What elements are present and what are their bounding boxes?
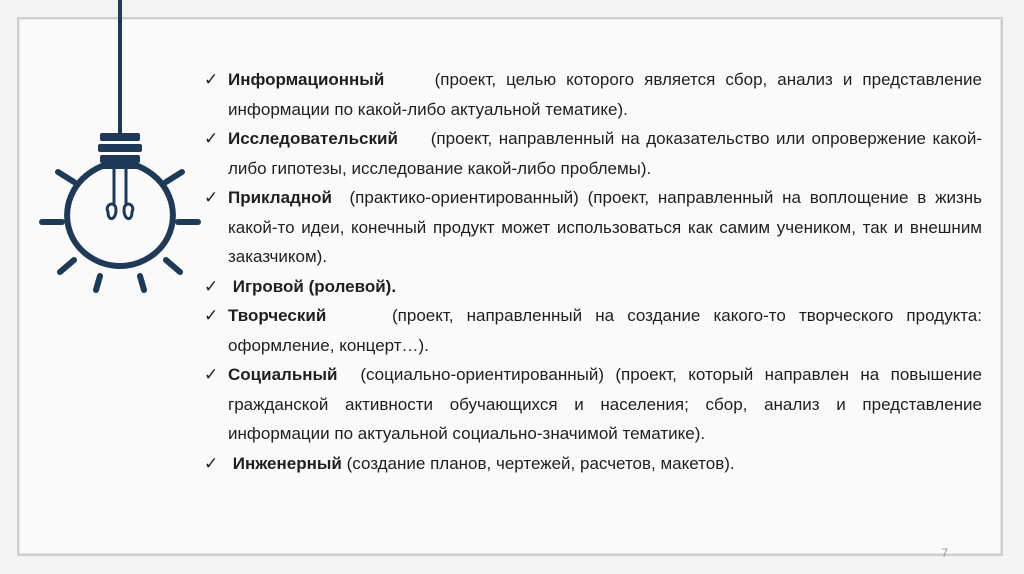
list-item <box>204 301 982 360</box>
light-bulb-icon <box>30 0 210 300</box>
item-text: (создание планов, чертежей, расчетов, макетов). <box>346 453 735 473</box>
item-text: (проект, направленный на создание какого-то творческого продукта: оформление, концерт…). <box>228 306 982 355</box>
item-title: Игровой (ролевой). <box>232 276 397 296</box>
item-text: (проект, направленный на доказательство или опровержение какой-либо гипотезы, исследование какой-либо проблемы). <box>228 129 982 178</box>
item-text: (социально-ориентированный) (проект, который направлен на повышение гражданской активности обучающихся и населения; сбор, анализ и представление информации по актуальной социально-значимой тематике). <box>228 365 982 443</box>
item-title: Инженерный <box>232 453 342 473</box>
project-types-list <box>204 65 982 478</box>
item-title: Прикладной <box>228 188 332 207</box>
item-text: (практико-ориентированный) (проект, направленный на воплощение в жизнь какой-то идеи, конечный продукт может использоваться как самим учеником, так и внешним заказчиком). <box>228 188 982 266</box>
list-item <box>204 360 982 449</box>
check-icon: ✓ <box>204 365 219 384</box>
list-item <box>204 272 982 302</box>
check-icon: ✓ <box>204 306 219 325</box>
check-icon: ✓ <box>204 276 219 296</box>
check-icon: ✓ <box>204 188 219 207</box>
check-icon: ✓ <box>204 453 219 473</box>
item-title: Творческий <box>228 306 327 325</box>
list-item <box>204 124 982 183</box>
item-title: Социальный <box>228 365 338 384</box>
item-title: Исследовательский <box>228 129 398 148</box>
check-icon: ✓ <box>204 129 219 148</box>
item-text: (проект, целью которого является сбор, анализ и представление информации по какой-либо актуальной тематике). <box>228 70 982 119</box>
page-number: 7 <box>941 546 948 560</box>
list-item <box>204 65 982 124</box>
item-title: Информационный <box>228 70 385 89</box>
list-item <box>204 183 982 272</box>
list-item <box>204 449 982 479</box>
check-icon: ✓ <box>204 70 219 89</box>
